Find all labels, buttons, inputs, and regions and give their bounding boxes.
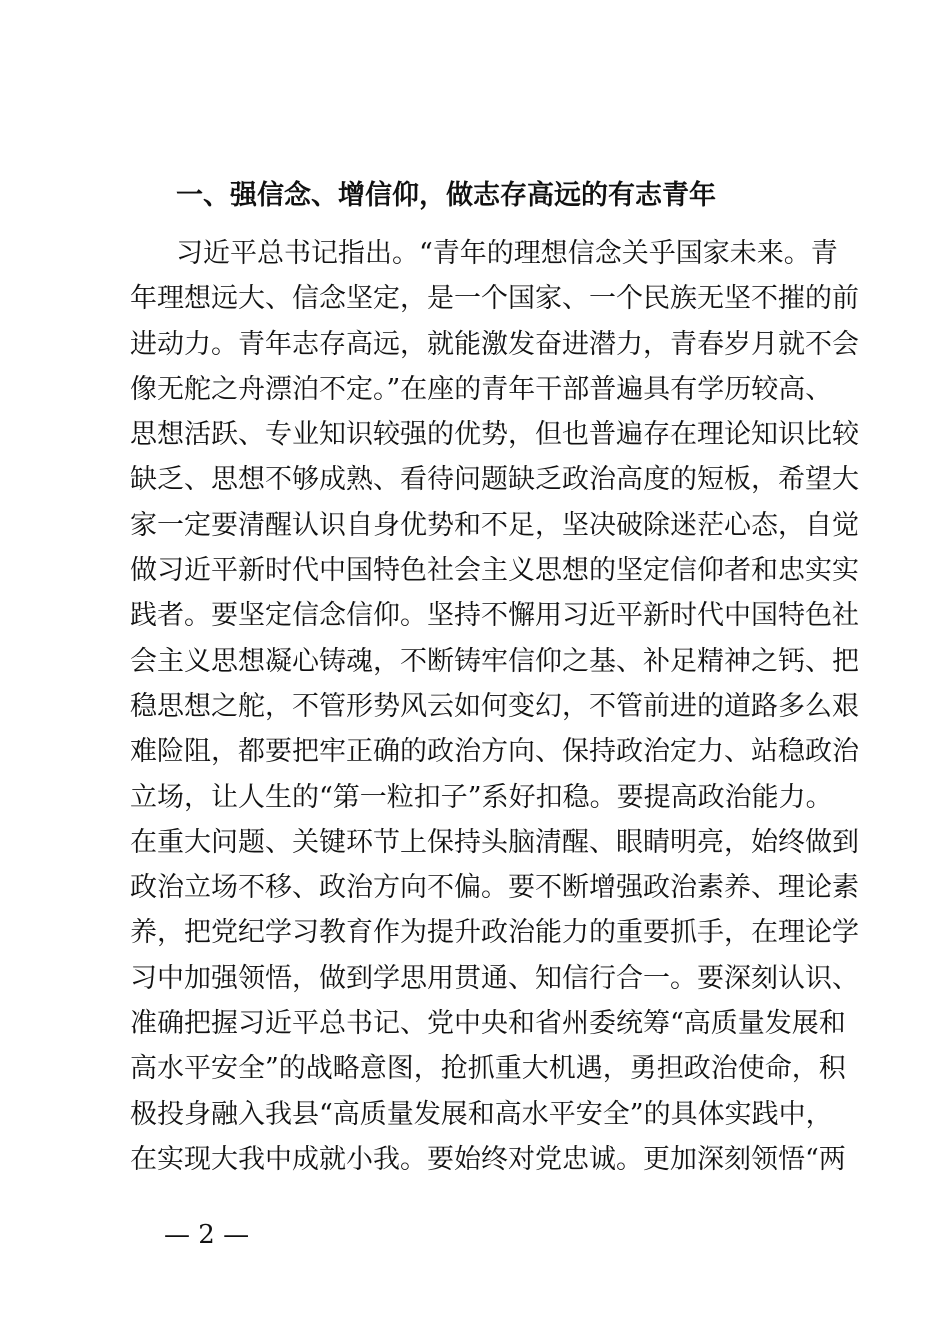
body-line: 家一定要清醒认识自身优势和不足，坚决破除迷茫心态，自觉 — [130, 509, 859, 541]
body-line: 立场，让人生的“第一粒扣子”系好扣稳。要提高政治能力。 — [130, 781, 833, 813]
body-line: 做习近平新时代中国特色社会主义思想的坚定信仰者和忠实实 — [130, 555, 859, 587]
body-line: 习近平总书记指出。“青年的理想信念关乎国家未来。青 — [176, 238, 838, 269]
body-line: 在实现大我中成就小我。要始终对党忠诚。更加深刻领悟“两 — [130, 1143, 846, 1175]
body-line: 稳思想之舵，不管形势风云如何变幻，不管前进的道路多么艰 — [130, 690, 859, 722]
body-line: 在重大问题、关键环节上保持头脑清醒、眼睛明亮，始终做到 — [130, 826, 859, 858]
body-line: 进动力。青年志存高远，就能激发奋进潜力，青春岁月就不会 — [130, 328, 859, 360]
body-line: 年理想远大、信念坚定，是一个国家、一个民族无坚不摧的前 — [130, 283, 859, 315]
section-heading: 一、强信念、增信仰，做志存高远的有志青年 — [176, 180, 716, 211]
body-line: 极投身融入我县“高质量发展和高水平安全”的具体实践中， — [130, 1098, 833, 1130]
body-line: 缺乏、思想不够成熟、看待问题缺乏政治高度的短板，希望大 — [130, 464, 859, 496]
body-line: 像无舵之舟漂泊不定。”在座的青年干部普遍具有学历较高、 — [130, 373, 833, 405]
body-line: 政治立场不移、政治方向不偏。要不断增强政治素养、理论素 — [130, 872, 859, 904]
body-line: 习中加强领悟，做到学思用贯通、知信行合一。要深刻认识、 — [130, 962, 859, 994]
body-line: 践者。要坚定信念信仰。坚持不懈用习近平新时代中国特色社 — [130, 600, 859, 632]
body-line: 养，把党纪学习教育作为提升政治能力的重要抓手，在理论学 — [130, 917, 859, 949]
body-paragraph — [130, 231, 859, 1182]
body-line: 会主义思想凝心铸魂，不断铸牢信仰之基、补足精神之钙、把 — [130, 645, 859, 677]
body-line: 高水平安全”的战略意图，抢抓重大机遇，勇担政治使命，积 — [130, 1053, 846, 1085]
page-number: — 2 — — [164, 1220, 250, 1250]
body-line: 思想活跃、专业知识较强的优势，但也普遍存在理论知识比较 — [130, 419, 859, 451]
body-line: 准确把握习近平总书记、党中央和省州委统筹“高质量发展和 — [130, 1008, 846, 1040]
body-line: 难险阻，都要把牢正确的政治方向、保持政治定力、站稳政治 — [130, 736, 859, 768]
